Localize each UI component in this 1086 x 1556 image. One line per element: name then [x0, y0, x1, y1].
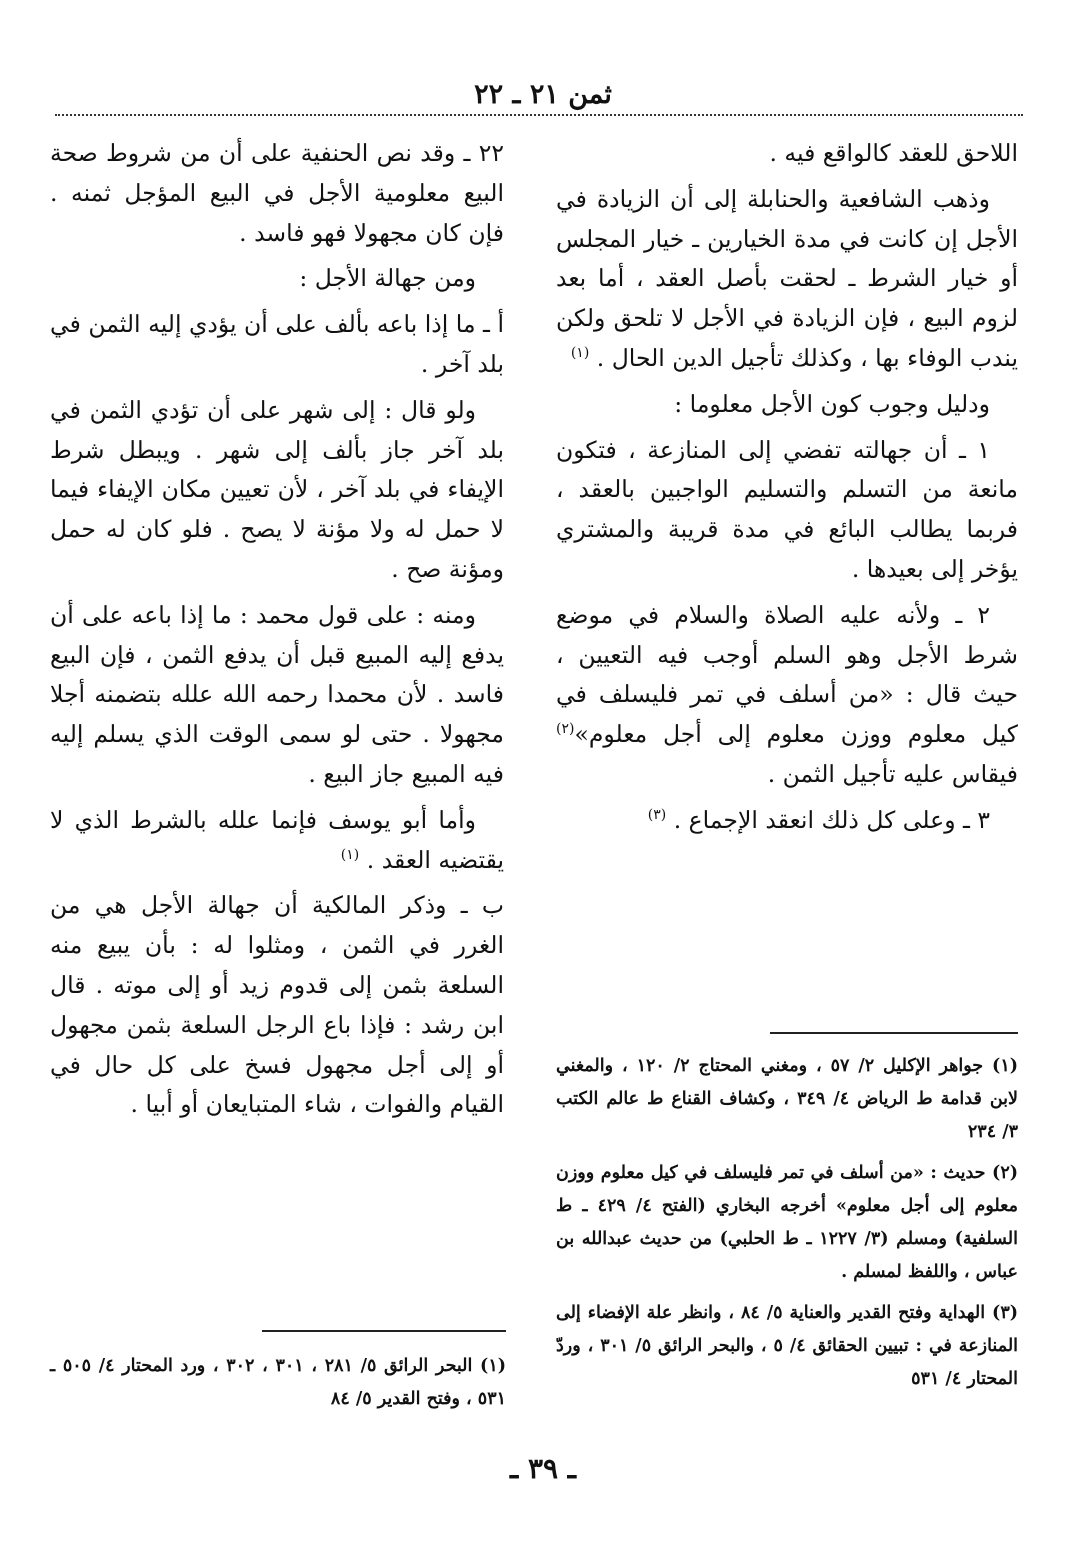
footnote: (١) البحر الرائق ٥/ ٢٨١ ، ٣٠١ ، ٣٠٢ ، ورد المحتار ٤/ ٥٠٥ ـ ٥٣١ ، وفتح القدير ٥/ ٨٤	[50, 1356, 506, 1409]
paragraph-text: وذهب الشافعية والحنابلة إلى أن الزيادة في الأجل إن كانت في مدة الخيارين ـ خيار المجلس أو خيار الشرط ـ لحقت بأصل العقد ، أما بعد لزوم البيع ، فإن الزيادة في الأجل لا تلحق ولكن يندب الوفاء بها ، وكذلك تأجيل الدين الحال .	[556, 184, 1018, 372]
paragraph: ولو قال : إلى شهر على أن تؤدي الثمن في بلد آخر جاز بألف إلى شهر . ويبطل شرط الإيفاء في بلد آخر ، لأن تعيين مكان الإيفاء فيما لا حمل له ولا مؤنة لا يصح . فلو كان له حمل ومؤنة صح .	[50, 395, 504, 583]
footnote-marker: (٣)	[647, 806, 667, 823]
header-dotted-rule	[55, 114, 1023, 116]
footnote-separator	[770, 1032, 1018, 1034]
paragraph-text: ٣ ـ وعلى كل ذلك انعقد الإجماع .	[673, 805, 990, 834]
footnote: (١) جواهر الإكليل ٢/ ٥٧ ، ومغني المحتاج ٢/ ١٢٠ ، والمغني لابن قدامة ط الرياض ٤/ ٣٤٩ ، وكشاف القناع ط عالم الكتب ٣/ ٢٣٤	[556, 1056, 1019, 1142]
paragraph-text: ٢ ـ ولأنه عليه الصلاة والسلام في موضع شرط الأجل وهو السلم أوجب فيه التعيين ، حيث قال : «من أسلف في تمر فليسلف في كيل معلوم ووزن معلوم إلى أجل معلوم»	[556, 600, 1018, 749]
left-footnotes	[50, 1350, 506, 1424]
right-footnotes	[556, 1050, 1018, 1404]
paragraph: ومن جهالة الأجل :	[299, 264, 476, 293]
paragraph	[556, 596, 1018, 795]
footnote-marker: (١)	[340, 846, 360, 863]
footnote-marker: (٢)	[556, 721, 575, 738]
paragraph: ومنه : على قول محمد : ما إذا باعه على أن يدفع إليه المبيع قبل أن يدفع الثمن ، فإن البيع فاسد . لأن محمدا رحمه الله علله بتضمنه أجلا مجهولا . حتى لو سمى الوقت الذي يسلم إليه فيه المبيع جاز البيع .	[50, 600, 504, 788]
paragraph-text: فيقاس عليه تأجيل الثمن .	[767, 759, 1018, 788]
footnote-separator	[262, 1330, 506, 1332]
paragraph	[556, 801, 1018, 841]
paragraph: ١ ـ أن جهالته تفضي إلى المنازعة ، فتكون مانعة من التسلم والتسليم الواجبين بالعقد ، فربما يطالب البائع في مدة قريبة والمشتري يؤخر إلى بعيدها .	[556, 435, 1018, 583]
paragraph: ودليل وجوب كون الأجل معلوما :	[674, 389, 990, 418]
paragraph: ب ـ وذكر المالكية أن جهالة الأجل هي من الغرر في الثمن ، ومثلوا له : بأن يبيع منه السلعة بثمن إلى قدوم زيد أو إلى موته . قال ابن رشد : فإذا باع الرجل السلعة بثمن مجهول أو إلى أجل مجهول فسخ على كل حال في القيام والفوات ، شاء المتبايعان أو أبيا .	[50, 891, 504, 1119]
left-column	[50, 134, 504, 1131]
paragraph	[50, 801, 504, 881]
footnote: (٣) الهداية وفتح القدير والعناية ٥/ ٨٤ ، وانظر علة الإفضاء إلى المنازعة في : تبيين الحقائق ٤/ ٥ ، والبحر الرائق ٥/ ٣٠١ ، وردّ المحتار ٤/ ٥٣١	[556, 1303, 1019, 1389]
paragraph: ٢٢ ـ وقد نص الحنفية على أن من شروط صحة البيع معلومية الأجل في البيع المؤجل ثمنه . فإن كان مجهولا فهو فاسد .	[50, 139, 504, 247]
running-header: ثمن ٢١ ـ ٢٢	[474, 79, 612, 110]
page-number: ـ ٣٩ ـ	[510, 1452, 576, 1485]
footnote: (٢) حديث : «من أسلف في تمر فليسلف في كيل معلوم ووزن معلوم إلى أجل معلوم» أخرجه البخاري (الفتح ٤/ ٤٢٩ ـ ط السلفية) ومسلم (٣/ ١٢٢٧ ـ ط الحلبي) من حديث عبدالله بن عباس ، واللفظ لمسلم .	[556, 1163, 1019, 1282]
footnote-marker: (١)	[570, 345, 590, 362]
paragraph: اللاحق للعقد كالواقع فيه .	[769, 139, 1018, 167]
right-column	[556, 134, 1018, 847]
paragraph-text: وأما أبو يوسف فإنما علله بالشرط الذي لا يقتضيه العقد .	[50, 805, 504, 874]
paragraph: أ ـ ما إذا باعه بألف على أن يؤدي إليه الثمن في بلد آخر .	[50, 310, 504, 378]
paragraph	[556, 180, 1018, 379]
